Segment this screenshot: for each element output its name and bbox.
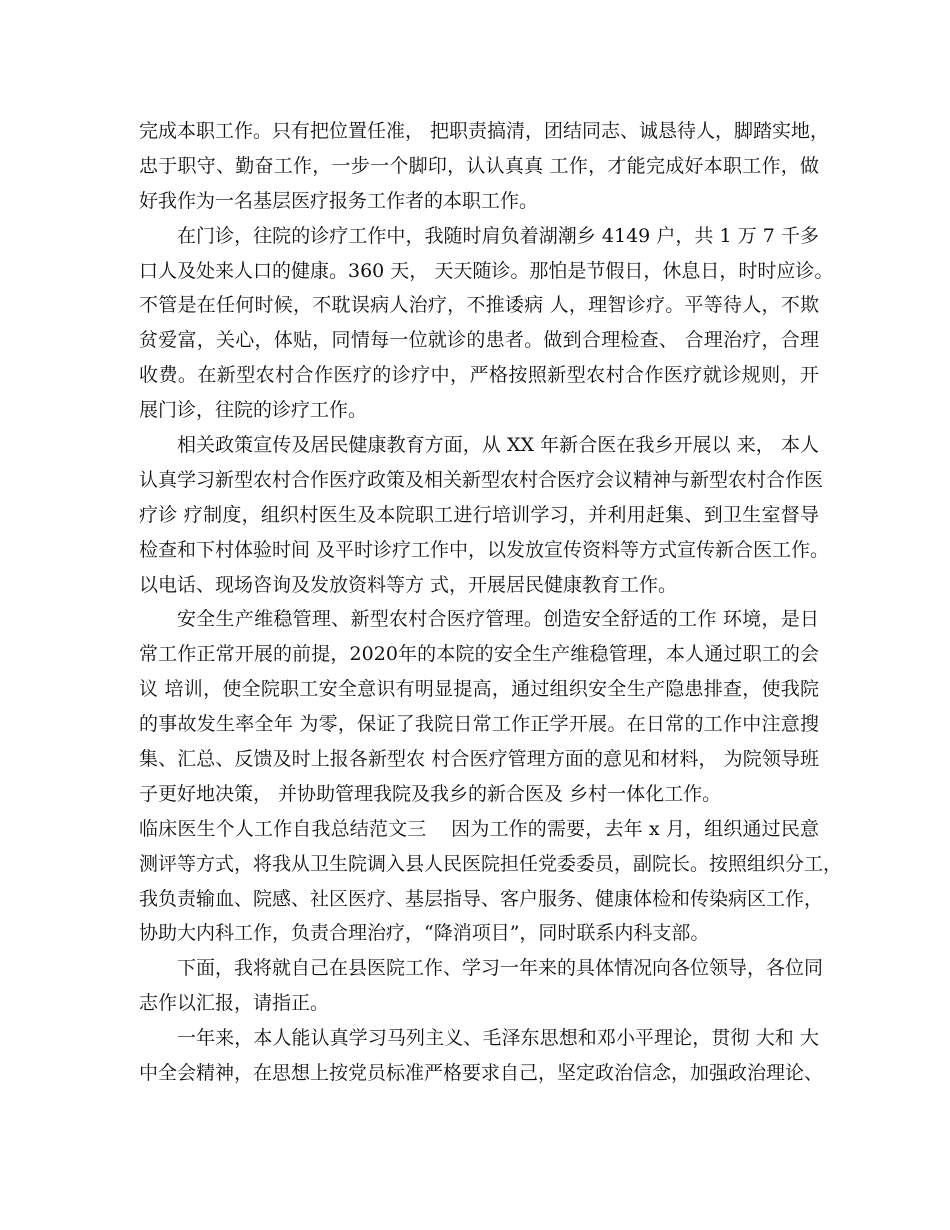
text-line: 议 培训，使全院职工安全意识有明显提高，通过组织安全生产隐患排查，使我院 [139,678,819,701]
text-line: 认真学习新型农村合作医疗政策及相关新型农村合医疗会议精神与新型农村合作医 [139,468,824,491]
text-line: 收费。在新型农村合作医疗的诊疗中，严格按照新型农村合作医疗就诊规则，开 [139,364,819,387]
text-line: 疗诊 疗制度，组织村医生及本院职工进行培训学习，并利用赶集、到卫生室督导 [139,503,819,526]
text-line: 展门诊，往院的诊疗工作。 [139,399,368,422]
text-line: 贫爱富，关心，体贴，同情每一位就诊的患者。做到合理检查、 合理治疗，合理 [139,329,819,352]
document-body [139,114,843,1091]
text-line: 检查和下村体验时间 及平时诊疗工作中，以发放宣传资料等方式宣传新合医工作。 [139,538,830,561]
text-line: 协助大内科工作，负责合理治疗，“降消项目”，同时联系内科支部。 [139,922,710,945]
text-line: 的事故发生率全年 为零，保证了我院日常工作正学开展。在日常的工作中注意搜 [139,713,819,736]
text-line: 忠于职守、勤奋工作，一步一个脚印，认认真真 工作，才能完成好本职工作，做 [139,154,819,177]
text-line: 口人及处来人口的健康。360 天， 天天随诊。那怕是节假日，休息日，时时应诊。 [139,259,834,282]
text-line: 以电话、现场咨询及发放资料等方 式，开展居民健康教育工作。 [139,573,678,596]
text-line: 测评等方式，将我从卫生院调入县人民医院担任党委委员，副院长。按照组织分工， [139,852,843,875]
paragraph-first-line: 下面，我将就自己在县医院工作、学习一年来的具体情况向各位领导，各位同 [177,957,824,980]
text-line: 集、汇总、反馈及时上报各新型农 村合医疗管理方面的意见和材料， 为院领导班 [139,748,819,771]
section-heading-line: 临床医生个人工作自我总结范文三 因为工作的需要，去年 x 月，组织通过民意 [139,817,819,840]
text-line: 不管是在任何时候，不耽误病人治疗，不推诿病 人，理智诊疗。平等待人，不欺 [139,294,819,317]
paragraph-first-line: 相关政策宣传及居民健康教育方面，从 XX 年新合医在我乡开展以 来， 本人 [177,434,819,457]
text-line: 我负责输血、院感、社区医疗、基层指导、客户服务、健康体检和传染病区工作， [139,887,824,910]
text-line: 好我作为一名基层医疗报务工作者的本职工作。 [139,189,539,212]
text-line: 常工作正常开展的前提，2020年的本院的安全生产维稳管理，本人通过职工的会 [139,643,819,666]
paragraph-first-line: 一年来，本人能认真学习马列主义、毛泽东思想和邓小平理论，贯彻 大和 大 [177,1027,819,1050]
paragraph-first-line: 安全生产维稳管理、新型农村合医疗管理。创造安全舒适的工作 环境，是日 [177,608,819,631]
text-line: 志作以汇报，请指正。 [139,992,330,1015]
text-line: 中全会精神，在思想上按党员标准严格要求自己，坚定政治信念，加强政治理论、 [139,1062,824,1085]
paragraph-first-line: 在门诊，往院的诊疗工作中，我随时肩负着湖潮乡 4149 户，共 1 万 7 千多 [177,224,819,247]
text-line: 完成本职工作。只有把位置任准， 把职责搞清，团结同志、诚恳待人，脚踏实地， [139,120,830,142]
text-line: 子更好地决策， 并协助管理我院及我乡的新合医及 乡村一体化工作。 [139,782,722,805]
